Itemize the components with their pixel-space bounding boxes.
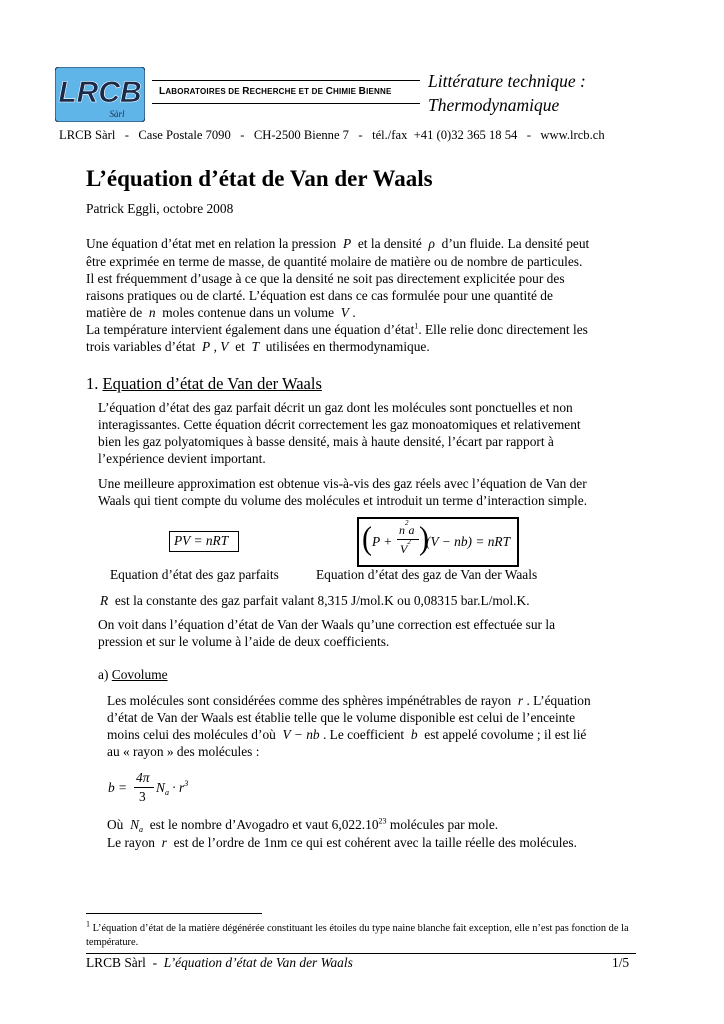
caption-vdw: Equation d’état des gaz de Van der Waals [316,567,538,582]
header-rule-bottom [152,103,420,104]
footer-rule [86,953,636,954]
gas-constant-line: R est la constante des gaz parfait valant 8,315 J/mol.K ou 0,08315 bar.L/mol.K. [100,593,530,608]
s1-p2-line-2: Waals qui tient compte du volume des molécules et introduit un terme d’interaction simple. [98,493,588,508]
header-title-line1: Littérature technique : [428,71,586,91]
cov-line-5: Où $N_a$ est le nombre d’Avogadro et vaut 6,022.10$^{23}$ molécules par mole. [107,816,499,834]
footnote-text: L’équation d’état de la matière dégénérée constituant les étoiles du type naine blanche fait exception, elle n’est pas fonction de la température. [86,923,629,948]
vdw-denominator: $V^2$ [400,538,411,556]
cov-line-3: moins celui des molécules d’où V − nb . Le coefficient b est appelé covolume ; il est lié [107,727,587,742]
cov-fraction-bar [134,787,154,788]
covolume-heading: a) Covolume [98,667,168,682]
intro-line-1: Une équation d’état met en relation la pression P et la densité ρ d’un fluide. La densité peut [86,236,590,251]
s1-p1-line-3: bien les gaz polyatomiques à basse densité, mais à haute densité, l’écart par rapport à [98,434,554,449]
caption-ideal: Equation d’état des gaz parfaits [110,567,279,582]
s1-p1-line-4: l’expérience devient important. [98,451,266,466]
intro-line-6: La température intervient également dans une équation d’état$^1$. Elle relie donc directement les [86,321,588,337]
intro-line-5: matière de n moles contenue dans un volume V . [86,305,356,320]
footnote-mark: 1 [86,919,90,929]
logo-sub: Sàrl [109,109,125,119]
page-number: 1/5 [612,955,630,970]
vdw-paren-close: ) [419,520,429,557]
vdw-numerator: $n^2a$ [399,519,415,537]
s1-p1-line-1: L’équation d’état des gaz parfait décrit un gaz dont les molécules sont ponctuelles et non [98,400,573,415]
cov-line-1: Les molécules sont considérées comme des sphères impénétrables de rayon r . L’équation [107,693,591,708]
cov-line-2: d’état de Van der Waals est établie telle que le volume disponible est celui de l’enceinte [107,710,576,725]
intro-line-2: être exprimée en terme de masse, de quantité molaire de matière ou de nombre de particules. [86,254,583,269]
s1-p3-line-2: pression et sur le volume à l’aide de deux coefficients. [98,634,390,649]
cov-line-6: Le rayon r est de l’ordre de 1nm ce qui est cohérent avec la taille réelle des molécules. [107,835,577,850]
lrcb-logo [55,67,145,122]
covolume-equation: b = 4π 3 $N_a \cdot r^3$ [108,770,189,804]
section-1-heading: 1. Equation d’état de Van der Waals [86,374,322,393]
logo-text: LRCB [58,76,142,109]
footnote-ref: 1 [414,321,419,331]
footnote-separator [86,913,262,914]
intro-line-4: raisons pratiques ou de clarté. L’équation est dans ce cas formulée pour une quantité de [86,288,553,303]
contact-line: LRCB Sàrl - Case Postale 7090 - CH-2500 Bienne 7 - tél./fax +41 (0)32 365 18 54 - www.lrcb.ch [59,128,605,142]
footer-left: LRCB Sàrl - L’équation d’état de Van der Waals [86,955,353,970]
document-title: L’équation d’état de Van der Waals [86,166,433,191]
cov-line-4: au « rayon » des molécules : [107,744,260,759]
intro-line-3: Il est fréquemment d’usage à ce que la densité ne soit pas directement explicitée pour des [86,271,565,286]
header-rule-top [152,80,420,81]
vdw-paren-open: ( [362,520,372,557]
author-line: Patrick Eggli, octobre 2008 [86,201,234,216]
header-title-line2: Thermodynamique [428,95,560,115]
vdw-P: P + [372,534,393,549]
vdw-rest: (V − nb) = nRT [426,534,511,549]
lab-name: LABORATOIRES DE RECHERCHE ET DE CHIMIE BIENNE [159,86,392,97]
ideal-gas-equation: PV = nRT [174,533,229,548]
s1-p3-line-1: On voit dans l’équation d’état de Van der Waals qu’une correction est effectuée sur la [98,617,556,632]
footnote [86,919,636,949]
s1-p1-line-2: interagissantes. Cette équation décrit correctement les gaz monoatomiques et relativement [98,417,581,432]
vdw-equation [362,520,512,562]
intro-line-7: trois variables d’état P , V et T utilisées en thermodynamique. [86,339,430,354]
s1-p2-line-1: Une meilleure approximation est obtenue vis-à-vis des gaz réels avec l’équation de Van der [98,476,587,491]
